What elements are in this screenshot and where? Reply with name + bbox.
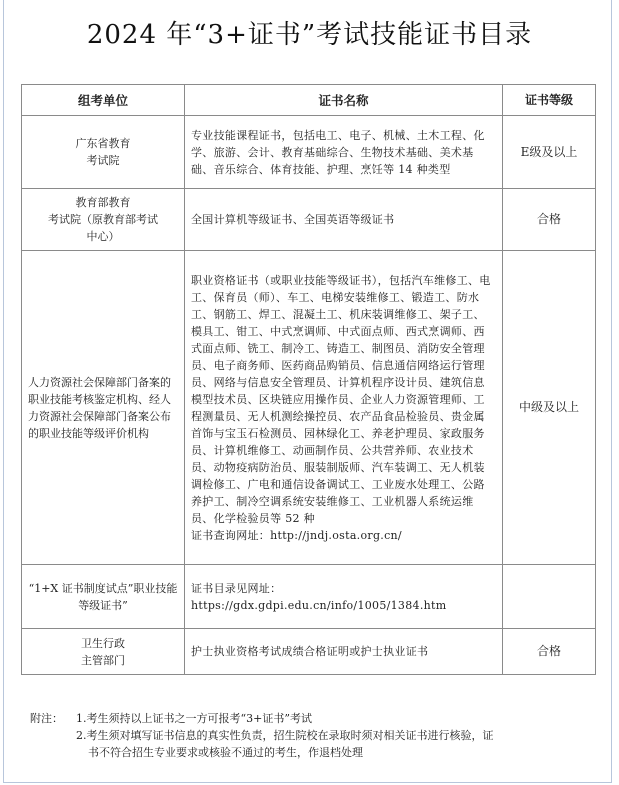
row-name: 专业技能课程证书，包括电工、电子、机械、土木工程、化学、旅游、会计、教育基础综合、生物技术基础、美术基础、音乐综合、体育技能、护理、烹饪等 14 种类型 [185,116,503,189]
page-title: 2024 年“3+证书”考试技能证书目录 [86,20,533,50]
table-row [22,116,596,189]
row-name-text: 职业资格证书（或职业技能等级证书），包括汽车维修工、电工、保育员（师）、车工、电梯安装维修工、锻造工、防水工、钢筋工、焊工、混凝土工、机床装调维修工、架子工、模具工、钳工、中式烹调师、中式面点师、西式烹调师、西式面点师、铣工、制冷工、铸造工、制图员、消防安全管理员、电子商务师、医药商品购销员、信息通信网络运行管理员、网络与信息安全管理员、计算机程序设计员、建筑信息模型技术员、区块链应用操作员、企业人力资源管理师、工程测量员、无人机测绘操控员、农产品食品检验员、贵金属首饰与宝玉石检测员、园林绿化工、养老护理员、家政服务员、计算机维修工、动画制作员、公共营养师、农业技术员、动物疫病防治员、服装制版师、汽车装调工、无人机装调检修工、广电和通信设备调试工、工业废水处理工、公路养护工、制冷空调系统安装维修工、工业机器人系统运维员、化学检验员等 52 种 [191,273,491,525]
note-row [30,727,590,744]
row-name-text: 证书目录见网址： [191,581,282,595]
row-level: E级及以上 [503,116,596,189]
row-unit: 广东省教育 考试院 [22,116,185,189]
row-level: 合格 [503,189,596,251]
row-name: 护士执业资格考试成绩合格证明或护士执业证书 [185,629,503,675]
note-row [30,710,590,727]
table-row [22,565,596,629]
row-level: 中级及以上 [503,251,596,565]
row-level: 合格 [503,629,596,675]
notes-label: 附注： [30,712,63,725]
header-name: 证书名称 [185,85,503,116]
row-name: 全国计算机等级证书、全国英语等级证书 [185,189,503,251]
note-item-2-cont: 书不符合招生专业要求或核验不通过的考生，作退档处理 [88,746,363,759]
table-header-row [22,85,596,116]
row-unit-text: 人力资源社会保障部门备案的职业技能考核鉴定机构、经人力资源社会保障部门备案公布的职业技能等级评价机构 [28,375,171,440]
row-url: https://gdx.gdpi.edu.cn/info/1005/1384.htm [191,598,447,612]
row-unit: 卫生行政 主管部门 [22,629,185,675]
certificate-table [21,84,596,675]
row-url: 证书查询网址：http://jndj.osta.org.cn/ [191,528,402,542]
note-item-1: 1.考生须持以上证书之一方可报考“3+证书”考试 [76,712,312,725]
table-row [22,629,596,675]
table-row [22,189,596,251]
table-row [22,251,596,565]
notes [30,710,590,761]
note-item-2: 2.考生须对填写证书信息的真实性负责，招生院校在录取时须对相关证书进行核验，证 [76,729,494,742]
row-name [185,565,503,629]
header-level: 证书等级 [503,85,596,116]
row-unit: “1+X 证书制度试点”职业技能等级证书” [22,565,185,629]
row-unit [22,251,185,565]
header-unit: 组考单位 [22,85,185,116]
row-unit: 教育部教育 考试院（原教育部考试 中心） [22,189,185,251]
row-level [503,565,596,629]
row-name [185,251,503,565]
